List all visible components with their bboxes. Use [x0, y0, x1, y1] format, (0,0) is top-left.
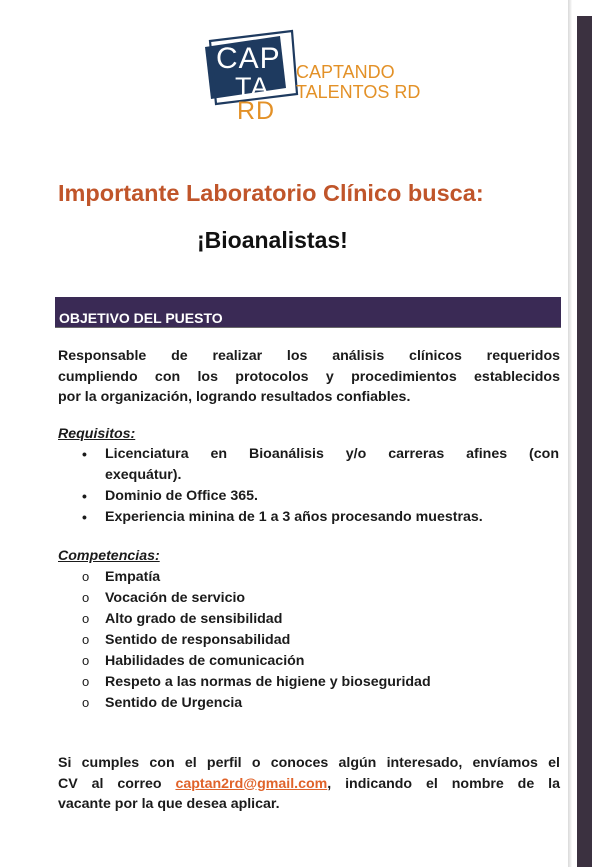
- closing-line: Si cumples con el perfil o conoces algún interesado, envíamos el: [58, 755, 560, 771]
- bullet-dot: •: [82, 446, 87, 462]
- circle-bullet: o: [82, 653, 90, 668]
- closing-text: CV al correo: [58, 775, 176, 792]
- adjacent-page-strip: [577, 16, 592, 867]
- competency-text: Sentido de Urgencia: [105, 695, 243, 711]
- circle-bullet: o: [82, 674, 90, 689]
- circle-bullet: o: [82, 695, 90, 710]
- competency-text: Vocación de servicio: [105, 590, 246, 606]
- captando-talentos-logo: [200, 28, 430, 128]
- closing-line: vacante por la que desea aplicar.: [58, 796, 280, 812]
- section-title: OBJETIVO DEL PUESTO: [59, 310, 223, 326]
- objective-line: por la organización, logrando resultados confiables.: [58, 389, 411, 405]
- subheadline: ¡Bioanalistas!: [197, 227, 348, 253]
- logo-mark-rd: RD: [237, 97, 276, 125]
- closing-line: [58, 774, 560, 795]
- bullet-dot: •: [82, 488, 87, 504]
- requirement-text: Dominio de Office 365.: [105, 488, 258, 504]
- logo-mark-ta: TA: [235, 72, 270, 102]
- section-divider: [55, 327, 561, 328]
- email-link[interactable]: captan2rd@gmail.com: [175, 775, 328, 792]
- requirement-text: Licenciatura en Bioanálisis y/o carreras afines (con: [105, 446, 559, 462]
- competency-text: Respeto a las normas de higiene y bioseguridad: [105, 674, 431, 690]
- logo-mark-cap: CAP: [216, 42, 281, 75]
- competency-text: Sentido de responsabilidad: [105, 632, 291, 648]
- requirements-label: Requisitos:: [58, 426, 136, 442]
- closing-text: , indicando el nombre de la: [327, 775, 560, 792]
- circle-bullet: o: [82, 590, 90, 605]
- closing-paragraph: [58, 753, 560, 815]
- competencies-label: Competencias:: [58, 548, 160, 564]
- objective-line: cumpliendo con los protocolos y procedimientos establecidos: [58, 368, 560, 385]
- competency-text: Alto grado de sensibilidad: [105, 611, 283, 627]
- bullet-dot: •: [82, 509, 87, 525]
- logo-name-line2: TALENTOS RD: [296, 82, 421, 102]
- circle-bullet: o: [82, 611, 90, 626]
- requirement-text: exequátur).: [105, 466, 182, 483]
- headline: Importante Laboratorio Clínico busca:: [58, 180, 484, 206]
- logo-name-line1: CAPTANDO: [296, 62, 395, 82]
- requirement-text: Experiencia minina de 1 a 3 años procesando muestras.: [105, 509, 483, 525]
- competency-text: Habilidades de comunicación: [105, 653, 305, 669]
- objective-line: Responsable de realizar los análisis clínicos requeridos: [58, 348, 560, 364]
- circle-bullet: o: [82, 569, 90, 584]
- competency-text: Empatía: [105, 569, 161, 585]
- objective-paragraph: [58, 346, 560, 408]
- circle-bullet: o: [82, 632, 90, 647]
